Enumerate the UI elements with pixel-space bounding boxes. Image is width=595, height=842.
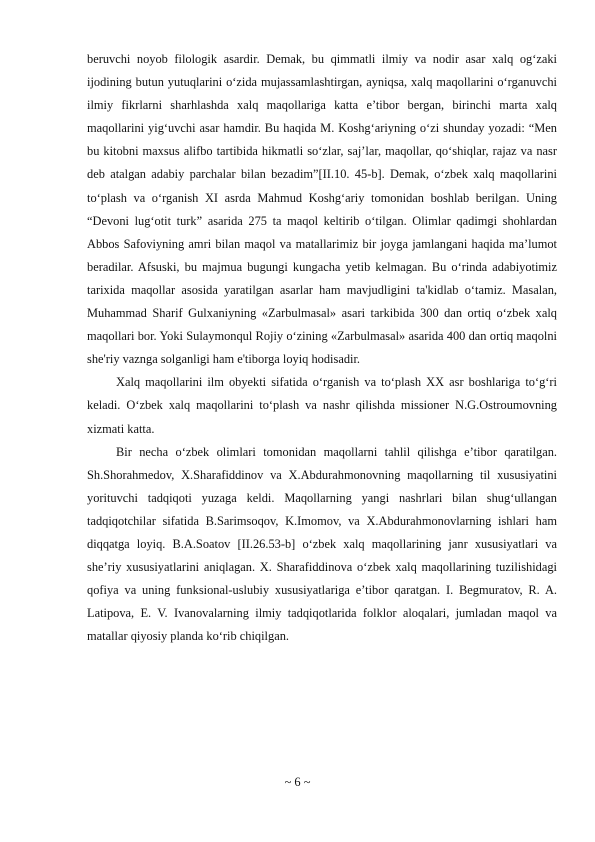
paragraph-3: Bir necha o‘zbek olimlari tomonidan maqollarni tahlil qilishga e’tibor qaratilgan. Sh.Shorahmedov, X.Sharafiddinov va X.Abdurahmonovning maqollarning til xususiyatini yorituvchi tadqiqoti yuzaga keldi. Maqollarning yangi nashrlari bilan shug‘ullangan tadqiqotchilar sifatida B.Sarimsoqov, K.Imomov, va X.Abdurahmonovlarning ishlari ham diqqatga loyiq. B.A.Soatov [II.26.53-b] o‘zbek xalq maqollarining janr xususiyatlari va she’riy xususiyatlarini aniqlagan. X. Sharafiddinova o‘zbek xalq maqollarining tuzilishidagi qofiya va uning funksional-uslubiy xususiyatlariga e’tibor qaratgan. I. Begmuratov, R. A. Latipova, E. V. Ivanovalarning ilmiy tadqiqotlarida folklor aloqalari, jumladan maqol va matallar qiyosiy planda ko‘rib chiqilgan.	[87, 444, 557, 644]
paragraph-2: Xalq maqollarini ilm obyekti sifatida o‘rganish va to‘plash XX asr boshlariga to‘g‘ri keladi. O‘zbek xalq maqollarini to‘plash va nashr qilishda missioner N.G.Ostroumovning xizmati katta.	[87, 375, 557, 436]
document-body	[87, 48, 557, 648]
page-number: ~ 6 ~	[284, 775, 311, 789]
paragraph-1: beruvchi noyob filologik asardir. Demak, bu qimmatli ilmiy va nodir asar xalq og‘zaki ijodining butun yutuqlarini o‘zida mujassamlashtirgan, ayniqsa, xalq maqollarini o‘rganuvchi ilmiy fikrlarni sharhlashda xalq maqollariga katta e’tibor bergan, birinchi marta xalq maqollarini yig‘uvchi asar hamdir. Bu haqida M. Koshg‘ariyning o‘zi shunday yozadi: “Men bu kitobni maxsus alifbo tartibida hikmatli so‘zlar, saj’lar, maqollar, qo‘shiqlar, rajaz va nasr deb atalgan adabiy parchalar bilan bezadim”[II.10. 45-b]. Demak, o‘zbek xalq maqollarini to‘plash va o‘rganish XI asrda Mahmud Koshg‘ariy tomonidan boshlab berilgan. Uning “Devoni lug‘otit turk” asarida 275 ta maqol keltirib o‘tilgan. Olimlar qadimgi shohlardan Abbos Safoviyning amri bilan maqol va matallarimiz bir joyga jamlangani haqida ma’lumot beradilar. Afsuski, bu majmua bugungi kungacha yetib kelmagan. Bu o‘rinda adabiyotimiz tarixida maqollar asosida yaratilgan asarlar ham mavjudligini ta'kidlab o‘tamiz. Masalan, Muhammad Sharif Gulxaniyning «Zarbulmasal» asari tarkibida 300 dan ortiq o‘zbek xalq maqollari bor. Yoki Sulaymonqul Rojiy o‘zining «Zarbulmasal» asarida 400 dan ortiq maqolni she'riy vaznga solganligi ham e'tiborga loyiq hodisadir.	[87, 52, 557, 367]
